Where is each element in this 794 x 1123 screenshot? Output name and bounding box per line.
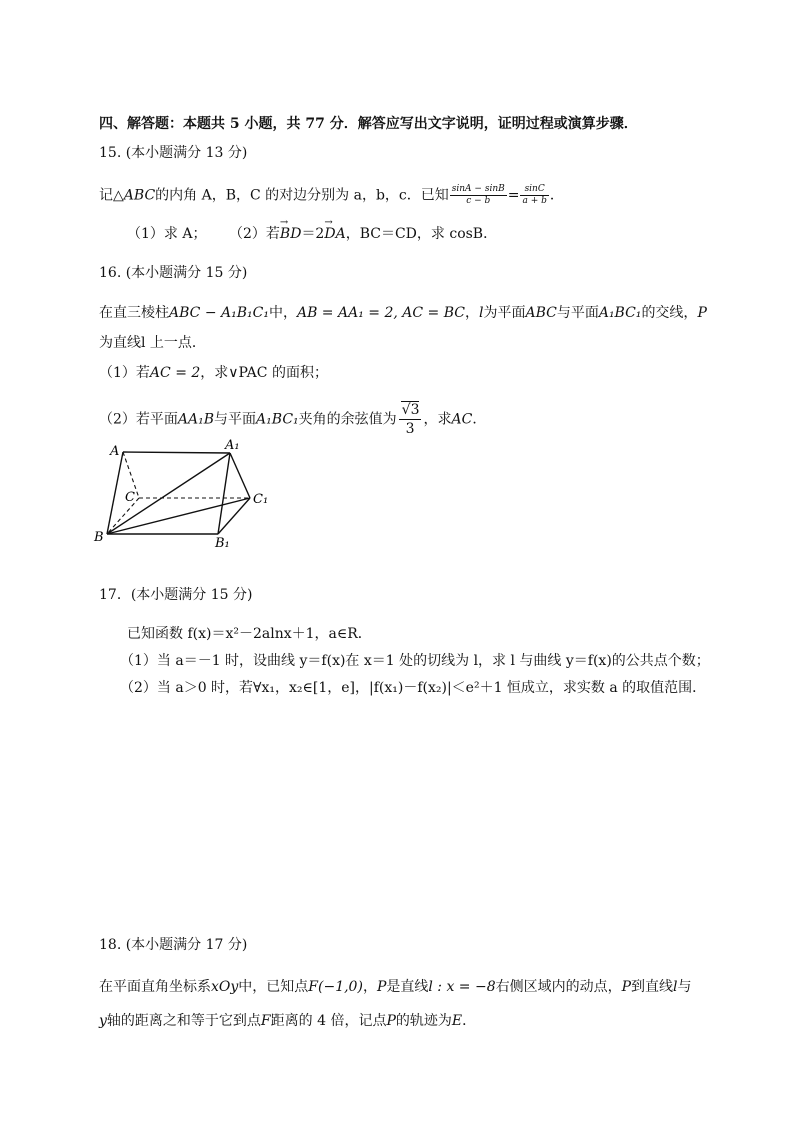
section-heading: 四、解答题：本题共 5 小题，共 77 分．解答应写出文字说明，证明过程或演算步骤． [99, 116, 638, 132]
edge-a-b [107, 452, 123, 534]
q18-text-d: 是直线 [386, 979, 429, 995]
q18-y-axis: y [99, 1013, 107, 1029]
q15-stem [99, 184, 564, 207]
q18-point-f: F(−1,0) [308, 979, 363, 995]
q18-text-j: 的轨迹为 [395, 1013, 452, 1029]
q15-stem-end: ． [549, 187, 564, 204]
q18-point-p: P [376, 979, 387, 995]
q18-header: 18. (本小题满分 17 分) [99, 937, 248, 953]
q16-part1-b: ，求∨PAC 的面积； [200, 365, 328, 381]
q17-header: 17．(本小题满分 15 分) [99, 587, 253, 603]
q16-text-d: 为平面 [483, 305, 526, 321]
q15-part2-lead: （2）若 [229, 226, 280, 242]
q18-line-l-eq: l : x = −8 [428, 979, 496, 995]
q16-text-c: ， [464, 305, 479, 321]
q18-point-f-2: F [260, 1013, 271, 1029]
q15-fraction-1 [450, 184, 507, 207]
q16-part2-e: ． [472, 411, 487, 428]
q16-header: 16. (本小题满分 15 分) [99, 265, 248, 281]
sqrt-3: √3 [401, 402, 420, 418]
q15-triangle: ABC [123, 187, 156, 204]
q18-line-l: l [673, 979, 678, 995]
q16-plane-abc: ABC [525, 305, 557, 321]
q15-f2-numerator: sinC [520, 184, 548, 196]
q16-part2-a: （2）若平面 [99, 411, 178, 428]
q15-stem-mid: 的内角 A，B，C 的对边分别为 a，b，c．已知 [155, 187, 449, 204]
label-a: A [110, 444, 120, 459]
q18-text-i: 距离的 4 倍，记点 [270, 1013, 387, 1029]
label-c1: C₁ [253, 492, 269, 507]
label-b: B [94, 530, 104, 545]
q15-f1-denominator: c − b [466, 196, 491, 206]
q17-stem: 已知函数 f(x)＝x²－2alnx＋1，a∈R． [127, 626, 372, 642]
q16-point-p: P [697, 305, 707, 321]
label-b1: B₁ [215, 536, 230, 551]
vector-bd: → BD [280, 224, 302, 244]
q18-text-b: 中，已知点 [238, 979, 309, 995]
q15-eq2: ＝2 [301, 226, 325, 242]
q15-header: 15. (本小题满分 13 分) [99, 145, 248, 161]
q15-equals: = [507, 187, 520, 204]
q18-point-p-3: P [386, 1013, 396, 1029]
q16-text-f: 的交线， [641, 305, 698, 321]
q18-text-a: 在平面直角坐标系 [99, 979, 211, 995]
q16-line1 [99, 303, 707, 323]
prism-figure [93, 437, 273, 552]
q16-part1-a: （1）若 [99, 365, 150, 381]
q18-xoy: xOy [211, 979, 239, 995]
q16-part2-b: 与平面 [214, 411, 257, 428]
q16-part2 [99, 401, 486, 438]
q16-part1 [99, 363, 328, 383]
q15-part2 [229, 224, 497, 244]
q16-cos-numerator [399, 401, 422, 420]
q18-curve-e: E [451, 1013, 463, 1029]
q16-plane-aa1b: AA₁B [177, 411, 215, 428]
q15-part2-rest: ，BC＝CD，求 cosB． [345, 226, 498, 242]
label-a1: A₁ [225, 438, 240, 453]
q15-f1-numerator: sinA − sinB [451, 184, 505, 194]
q16-cos-fraction [399, 401, 422, 438]
q18-text-e: 右侧区域内的动点， [495, 979, 622, 995]
label-c: C [125, 490, 135, 505]
q15-fraction-2 [520, 184, 548, 207]
q18-text-g: 与 [677, 979, 692, 995]
q18-text-c: ， [362, 979, 377, 995]
q16-plane-a1bc1-2: A₁BC₁ [256, 411, 299, 428]
q17-part1: （1）当 a＝－1 时，设曲线 y＝f(x)在 x＝1 处的切线为 l，求 l 与曲线 y＝f(x)的公共点个数； [120, 653, 710, 669]
q17-part2: （2）当 a＞0 时，若∀x₁，x₂∈[1，e]，|f(x₁)－f(x₂)|＜e²＋1 恒成立，求实数 a 的取值范围． [120, 680, 707, 696]
q18-line2 [99, 1011, 476, 1031]
q15-f2-denominator: a + b [522, 196, 547, 206]
q16-plane-a1bc1: A₁BC₁ [598, 305, 642, 321]
q16-part2-c: 夹角的余弦值为 [298, 411, 397, 428]
q18-text-f: 到直线 [631, 979, 674, 995]
q16-prism: ABC − A₁B₁C₁ [169, 305, 269, 321]
q16-ac-eq-2: AC = 2 [149, 365, 201, 381]
q18-line1 [99, 977, 692, 997]
q18-text-h: 轴的距离之和等于它到点 [106, 1013, 261, 1029]
q18-text-k: ． [462, 1013, 477, 1029]
q16-ac: AC [451, 411, 473, 428]
q15-stem-lead: 记△ [99, 187, 124, 204]
q16-text-a: 在直三棱柱 [99, 305, 169, 321]
q16-line2: 为直线l 上一点． [99, 335, 206, 351]
q16-text-e: 与平面 [556, 305, 599, 321]
q16-cos-denominator: 3 [405, 421, 415, 437]
q16-line-l: l [478, 305, 484, 321]
edge-a-a1 [123, 452, 230, 453]
q18-point-p-2: P [621, 979, 632, 995]
vector-da: → DA [324, 224, 345, 244]
edge-a1-c1 [230, 453, 250, 498]
q16-part2-d: ，求 [423, 411, 452, 428]
q16-text-b: 中， [268, 305, 297, 321]
q16-condition: AB = AA₁ = 2, AC = BC [296, 305, 465, 321]
q15-part1: （1）求 A； [127, 226, 207, 242]
